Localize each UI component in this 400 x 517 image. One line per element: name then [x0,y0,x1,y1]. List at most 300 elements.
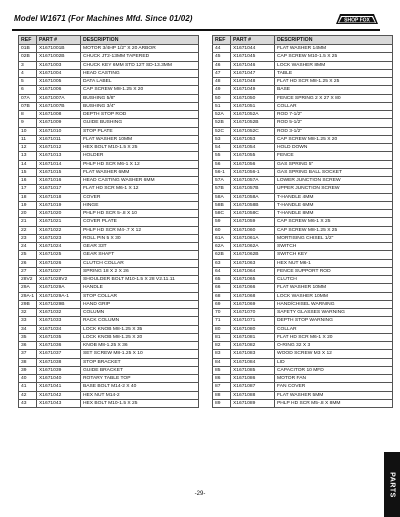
part-ref: 13 [19,152,37,160]
table-row [19,193,199,201]
part-description: CLUTCH [275,276,393,284]
table-row [213,119,393,127]
part-description: GAS SPRING 5" [275,160,393,168]
part-number: X1671024 [37,243,81,251]
col-description-header: DESCRIPTION [275,36,393,45]
part-ref: 50 [213,94,231,102]
table-row [19,160,199,168]
part-description: HANDLE [81,284,199,292]
table-row [19,111,199,119]
part-ref: 11 [19,135,37,143]
part-ref: 16 [19,177,37,185]
part-ref: 52B [213,119,231,127]
part-ref: 87 [213,383,231,391]
table-row [213,399,393,407]
part-number: X1671069 [231,300,275,308]
part-description: CAP SCREW M6-1 X 25 [275,218,393,226]
part-ref: 25 [19,251,37,259]
part-ref: 84 [213,358,231,366]
part-number: X1671081 [231,333,275,341]
part-ref: 26 [19,259,37,267]
part-ref: 23 [19,234,37,242]
table-row [19,78,199,86]
part-description: FLAT WASHER 10MM [81,135,199,143]
part-number: X1671083 [231,350,275,358]
part-description: SAFETY GLASSES WARNING [275,309,393,317]
part-number: X1671003 [37,61,81,69]
part-description: FLAT WASHER 5MM [275,391,393,399]
part-number: X1671001B [37,45,81,53]
part-description: FLAT WASHER 6MM [81,168,199,176]
part-description: ROD 7-1/2" [275,111,393,119]
table-row [19,144,199,152]
part-description: FENCE SPRING 2 X 27 X 80 [275,94,393,102]
part-ref: 66 [213,284,231,292]
part-description: GUIDE BUSHING [81,119,199,127]
table-row [19,135,199,143]
part-number: X1671045 [231,53,275,61]
part-ref: 58B [213,201,231,209]
part-number: X1671016 [37,177,81,185]
part-description: HEAD CASTING WASHER 6MM [81,177,199,185]
part-ref: 64 [213,267,231,275]
col-part-header: PART # [37,36,81,45]
part-number: X1671051 [231,102,275,110]
table-row [19,234,199,242]
part-ref: 41 [19,383,37,391]
table-row [213,78,393,86]
part-description: UPPER JUNCTION SCREW [275,185,393,193]
table-row [19,300,199,308]
part-number: X1671010 [37,127,81,135]
table-row [19,45,199,53]
part-ref: 83 [213,350,231,358]
part-number: X1671021 [37,218,81,226]
part-number: X1671066 [231,284,275,292]
part-ref: 52C [213,127,231,135]
part-number: X1671088 [231,391,275,399]
table-row [213,300,393,308]
part-description: BASE BOLT M14-2 X 40 [81,383,199,391]
table-row [213,210,393,218]
part-number: X1671034 [37,325,81,333]
table-row [19,185,199,193]
table-row [19,284,199,292]
part-ref: 39 [19,366,37,374]
part-ref: 32 [19,309,37,317]
part-ref: 58C [213,210,231,218]
table-row [19,267,199,275]
part-description: LOCK WASHER 10MM [275,292,393,300]
table-row [213,185,393,193]
part-description: BUSHING 3/4" [81,102,199,110]
part-ref: 63 [213,259,231,267]
part-number: X1671052B [231,119,275,127]
part-number: X1671028V2 [37,276,81,284]
part-ref: 57A [213,177,231,185]
part-number: X1671009 [37,119,81,127]
table-row [213,168,393,176]
table-row [19,152,199,160]
part-number: X1671033 [37,317,81,325]
part-number: X1671035 [37,333,81,341]
page-header [12,10,380,28]
part-ref: 45 [213,53,231,61]
table-row [213,152,393,160]
part-number: X1671011 [37,135,81,143]
part-number: X1671082 [231,342,275,350]
table-row [213,135,393,143]
parts-section-tab [384,452,400,517]
part-description: WOOD SCREW M3 X 12 [275,350,393,358]
table-row [19,69,199,77]
table-row [19,86,199,94]
part-description: LOCK KNOB M8-1.25 X 35 [81,325,199,333]
part-ref: 54 [213,144,231,152]
part-number: X1671058A [231,193,275,201]
part-number: X1671018 [37,193,81,201]
part-ref: 88 [213,391,231,399]
part-number: X1671005 [37,78,81,86]
parts-table-left [18,35,198,408]
table-row [213,391,393,399]
part-ref: 21 [19,218,37,226]
part-number: X1671002B [37,53,81,61]
part-description: BASE [275,86,393,94]
part-ref: 44 [213,45,231,53]
part-ref: 6 [19,86,37,94]
part-number: X1671068 [231,292,275,300]
part-description: COVER PLATE [81,218,199,226]
part-description: O-RING 32 X 3 [275,342,393,350]
part-description: MORTISING CHISEL 1/2" [275,234,393,242]
part-number: X1671054 [231,144,275,152]
part-number: X1671013 [37,152,81,160]
table-row [213,276,393,284]
part-number: X1671027 [37,267,81,275]
table-row [213,383,393,391]
part-number: X1671025 [37,251,81,259]
header-rule [12,29,380,31]
part-ref: 29B [19,300,37,308]
part-description: KNOB M8-1.25 X 36 [81,342,199,350]
table-header-row [213,36,393,45]
part-number: X1671070 [231,309,275,317]
table-row [19,119,199,127]
part-description: ROTARY TABLE TOP [81,375,199,383]
part-description: SHOULDER BOLT M10-1.5 X 28 V2.11.11 [81,276,199,284]
part-ref: 02B [19,53,37,61]
page-number: -29- [194,491,206,497]
part-number: X1671036 [37,342,81,350]
part-description: HEX NUT M6-1 [275,259,393,267]
part-description: RACK COLUMN [81,317,199,325]
part-ref: 69 [213,300,231,308]
part-description: COVER [81,193,199,201]
table-row [213,342,393,350]
part-description: T-HANDLE 8MM [275,210,393,218]
table-row [213,366,393,374]
part-description: HOLDER [81,152,199,160]
table-row [213,102,393,110]
part-number: X1671029B [37,300,81,308]
part-ref: 01B [19,45,37,53]
part-ref: 53 [213,135,231,143]
part-ref: 82 [213,342,231,350]
part-ref: 60 [213,226,231,234]
part-description: SET SCREW M8-1.25 X 10 [81,350,199,358]
part-number: X1671062B [231,251,275,259]
part-ref: 55 [213,152,231,160]
part-description: LOCK KNOB M8-1.25 X 20 [81,333,199,341]
table-row [19,375,199,383]
part-ref: 85 [213,366,231,374]
part-description: HAND GRIP [81,300,199,308]
table-row [19,210,199,218]
part-number: X1671046 [231,61,275,69]
part-description: HEX BOLT M10-1.5 X 25 [81,399,199,407]
table-row [213,325,393,333]
part-description: PHLP HD SCR 5-.8 X 10 [81,210,199,218]
part-number: X1671056-1 [231,168,275,176]
part-ref: 48 [213,78,231,86]
part-ref: 52A [213,111,231,119]
part-number: X1671085 [231,366,275,374]
part-ref: 58A [213,193,231,201]
part-description: LOCK WASHER 8MM [275,61,393,69]
part-description: PHLP HD SCR M4-.7 X 12 [81,226,199,234]
part-description: GAS SPRING BALL SOCKET [275,168,393,176]
table-row [19,168,199,176]
part-description: CAP SCREW M8-1.25 X 25 [275,226,393,234]
table-row [19,317,199,325]
part-description: PHLP HD SCR M6-1 X 12 [81,160,199,168]
table-row [19,226,199,234]
table-row [213,193,393,201]
part-description: FLAT HD SCR M6-1 X 12 [81,185,199,193]
part-number: X1671007A [37,94,81,102]
part-number: X1671058B [231,201,275,209]
part-ref: 56 [213,160,231,168]
part-number: X1671047 [231,69,275,77]
table-row [19,342,199,350]
part-number: X1671004 [37,69,81,77]
table-row [213,111,393,119]
part-ref: 4 [19,69,37,77]
part-number: X1671044 [231,45,275,53]
part-number: X1671057B [231,185,275,193]
part-description: TABLE [275,69,393,77]
part-description: HOLD DOWN [275,144,393,152]
table-row [19,102,199,110]
table-row [19,333,199,341]
part-ref: 47 [213,69,231,77]
part-number: X1671037 [37,350,81,358]
part-number: X1671029A-1 [37,292,81,300]
part-number: X1671049 [231,86,275,94]
part-ref: 14 [19,160,37,168]
part-ref: 37 [19,350,37,358]
col-part-header: PART # [231,36,275,45]
part-description: FLAT HD SCR M8-1.25 X 25 [275,78,393,86]
part-description: CHUCK JT2-13MM TAPERED [81,53,199,61]
part-description: ROLL PIN 5 X 30 [81,234,199,242]
part-number: X1671052A [231,111,275,119]
part-number: X1671007B [37,102,81,110]
table-row [19,177,199,185]
table-row [19,350,199,358]
part-description: FLAT HD SCR M6-1 X 20 [275,333,393,341]
part-ref: 51 [213,102,231,110]
part-description: LID [275,358,393,366]
part-ref: 20 [19,210,37,218]
part-ref: 35 [19,333,37,341]
part-ref: 29A-1 [19,292,37,300]
part-number: X1671061A [231,234,275,242]
part-number: X1671032 [37,309,81,317]
table-row [19,218,199,226]
table-row [213,127,393,135]
table-row [19,276,199,284]
table-row [213,251,393,259]
part-ref: 68 [213,292,231,300]
part-description: CAPACITOR 10 MFD [275,366,393,374]
table-row [213,375,393,383]
part-ref: 19 [19,201,37,209]
logo-text: SHOP FOX [344,17,370,24]
part-description: ROD 5-1/2" [275,119,393,127]
parts-table-left-body [19,45,199,408]
part-ref: 10 [19,127,37,135]
table-row [19,383,199,391]
part-description: COLUMN [81,309,199,317]
part-ref: 9 [19,119,37,127]
part-description: MOTOR FAN [275,375,393,383]
table-row [19,127,199,135]
table-row [213,358,393,366]
part-description: SWITCH KEY [275,251,393,259]
part-ref: 38 [19,358,37,366]
part-number: X1671048 [231,78,275,86]
part-number: X1671056 [231,160,275,168]
table-row [213,61,393,69]
part-description: FENCE [275,152,393,160]
part-description: HEX NUT M14-2 [81,391,199,399]
table-row [19,61,199,69]
part-description: BUSHING 5/8" [81,94,199,102]
table-row [213,69,393,77]
part-description: PHLP HD SCR M5-.8 X 8MM [275,399,393,407]
parts-table-right [212,35,392,408]
table-row [213,243,393,251]
part-description: T-HANDLE 6MM [275,201,393,209]
part-number: X1671071 [231,317,275,325]
part-description: GEAR 33T [81,243,199,251]
part-ref: 07A [19,94,37,102]
part-ref: 34 [19,325,37,333]
part-number: X1671023 [37,234,81,242]
table-row [19,325,199,333]
part-number: X1671029A [37,284,81,292]
col-description-header: DESCRIPTION [81,36,199,45]
part-number: X1671022 [37,226,81,234]
part-description: STOP BRACKET [81,358,199,366]
part-description: HAND/CHISEL WARNING [275,300,393,308]
part-ref: 17 [19,185,37,193]
part-number: X1671086 [231,375,275,383]
part-description: SWITCH [275,243,393,251]
part-number: X1671040 [37,375,81,383]
table-row [213,284,393,292]
part-ref: 36 [19,342,37,350]
table-row [19,309,199,317]
part-number: X1671017 [37,185,81,193]
part-number: X1671059 [231,218,275,226]
part-number: X1671087 [231,383,275,391]
part-description: FAN COVER [275,383,393,391]
part-number: X1671043 [37,399,81,407]
part-number: X1671026 [37,259,81,267]
table-row [213,218,393,226]
part-description: FENCE SUPPORT ROD [275,267,393,275]
part-ref: 56-1 [213,168,231,176]
part-ref: 28V2 [19,276,37,284]
part-description: HINGE [81,201,199,209]
part-description: GUIDE BRACKET [81,366,199,374]
part-number: X1671053 [231,135,275,143]
part-description: HEAD CASTING [81,69,199,77]
part-description: DEPTH STOP ROD [81,111,199,119]
part-description: LOWER JUNCTION SCREW [275,177,393,185]
part-number: X1671062A [231,243,275,251]
part-description: COLLAR [275,325,393,333]
part-number: X1671055 [231,152,275,160]
table-row [213,333,393,341]
part-number: X1671060 [231,226,275,234]
part-description: STOP PLATE [81,127,199,135]
table-row [213,350,393,358]
part-ref: 27 [19,267,37,275]
table-row [19,358,199,366]
col-ref-header: REF [19,36,37,45]
table-row [213,160,393,168]
part-ref: 59 [213,218,231,226]
part-number: X1671058C [231,210,275,218]
table-row [213,309,393,317]
part-description: CLUTCH COLLAR [81,259,199,267]
part-description: HEX BOLT M10-1.5 X 25 [81,144,199,152]
part-ref: 07B [19,102,37,110]
part-description: FLAT WASHER 10MM [275,284,393,292]
table-row [19,243,199,251]
part-number: X1671038 [37,358,81,366]
part-description: DATA LABEL [81,78,199,86]
table-row [213,53,393,61]
table-row [213,86,393,94]
table-row [213,226,393,234]
part-ref: 62A [213,243,231,251]
table-row [19,251,199,259]
table-header-row [19,36,199,45]
part-number: X1671019 [37,201,81,209]
part-ref: 12 [19,144,37,152]
part-description: GEAR SHAFT [81,251,199,259]
part-ref: 3 [19,61,37,69]
table-row [19,53,199,61]
part-ref: 42 [19,391,37,399]
table-row [213,144,393,152]
part-description: CAP SCREW M10-1.5 X 25 [275,53,393,61]
